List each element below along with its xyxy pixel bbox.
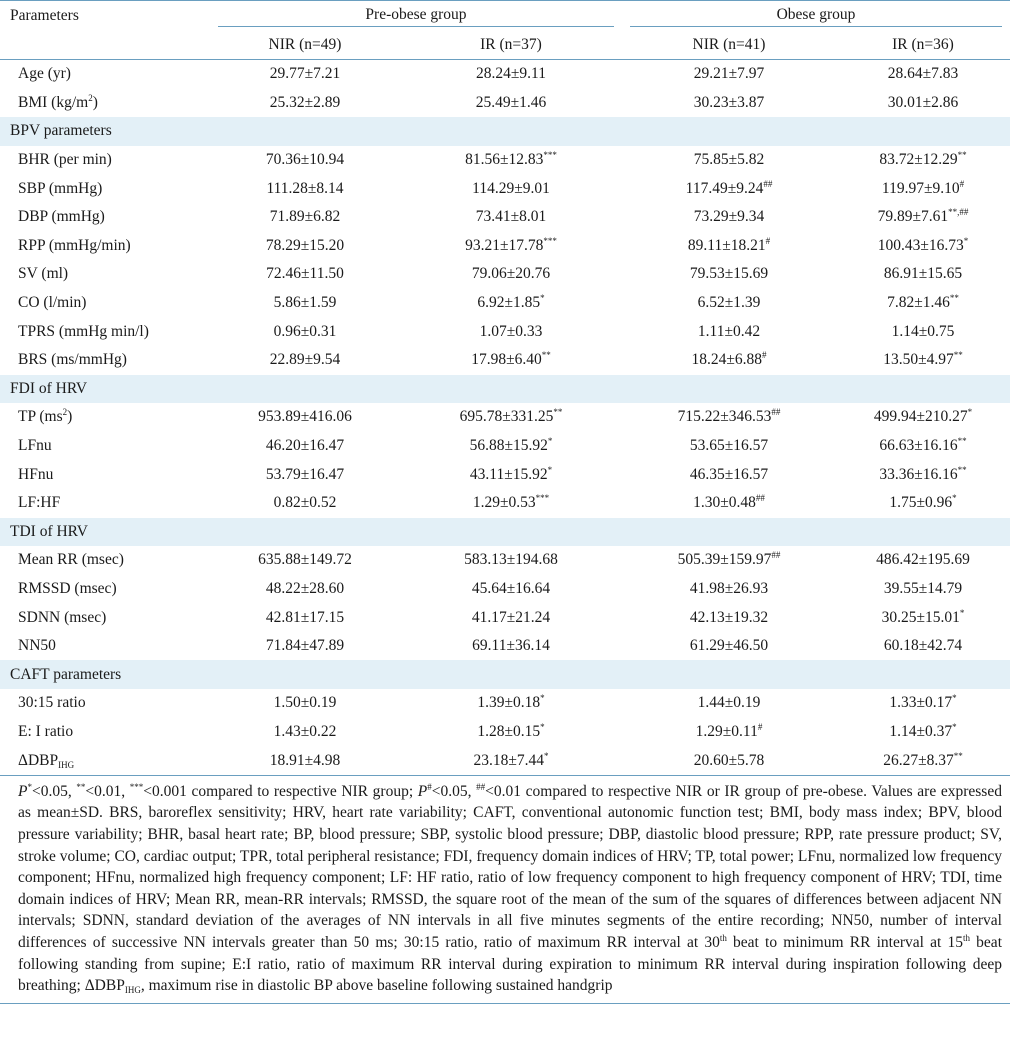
- cell: 79.06±20.76: [471, 265, 551, 283]
- subheader-obese-nir: NIR (n=41): [692, 36, 766, 53]
- table-row: [0, 203, 1010, 232]
- cell: 71.89±6.82: [269, 208, 341, 226]
- header-row-groups: [0, 1, 1010, 32]
- cell: 119.97±9.10#: [881, 178, 965, 197]
- row-label: SBP (mmHg): [18, 179, 103, 197]
- row-label: HFnu: [18, 465, 54, 483]
- cell: 13.50±4.97**: [883, 350, 963, 369]
- table-footnote: [0, 775, 1010, 1004]
- table-row: [0, 89, 1010, 118]
- cell: 75.85±5.82: [693, 151, 765, 169]
- row-label: BHR (per min): [18, 151, 112, 169]
- obese-header: Obese group: [622, 1, 1010, 32]
- table-row: [0, 489, 1010, 518]
- cell: 20.60±5.78: [693, 751, 765, 769]
- parameters-header: Parameters: [10, 7, 79, 24]
- cell: 635.88±149.72: [258, 551, 352, 569]
- cell: 486.42±195.69: [876, 551, 970, 569]
- cell: 1.11±0.42: [697, 322, 761, 340]
- cell: 25.49±1.46: [475, 93, 547, 111]
- row-label: TP $(ms^2)$: [18, 407, 73, 426]
- cell: 89.11±18.21#: [687, 235, 771, 254]
- cell: 79.89±7.61**,##: [877, 207, 969, 226]
- section-row-fdi: [0, 375, 1010, 404]
- table-row: [0, 60, 1010, 89]
- cell: 83.72±12.29**: [879, 150, 967, 169]
- row-label: LF:HF: [18, 494, 61, 512]
- row-label: DBP (mmHg): [18, 208, 105, 226]
- cell: 30.01±2.86: [887, 93, 959, 111]
- cell: 1.28±0.15*: [477, 721, 545, 740]
- cell: 6.52±1.39: [697, 294, 761, 312]
- footnote-text: P*<0.05, **<0.01, ***<0.001 compared to respective NIR group; P#<0.05, ##<0.01 compared to respective NIR or IR group of pre-obese. Values are expressed as mean±SD. BRS, baroreflex sensitivity; HRV, heart rate variability; CAFT, conventional autonomic function test; BMI, body mass index; BPV, blood pressure variability; BHR, basal heart rate; BP, blood pressure; SBP, systolic blood pressure; DBP, diastolic blood pressure; RPP, rate pressure product; SV, stroke volume; CO, cardiac output; TPR, total peripheral resistance; FDI, frequency domain indices of HRV; TP, total power; LFnu, normalized low frequency component; HFnu, normalized high frequency component; LF: HF ratio, ratio of low frequency component to high frequency component of HRV; TDI, time domain indices of HRV; Mean RR, mean-RR intervals; RMSSD, the square root of the mean of the sum of the squares of differences between adjacent NN intervals; SDNN, standard deviation of the averages of NN intervals in all five minutes segments of the entire recording; NN50, number of interval differences of successive NN intervals greater than 50 ms; 30:15 ratio, ratio of maximum RR interval at 30th beat to minimum RR interval at 15th beat following standing from supine; E:I ratio, ratio of maximum RR interval during expiration to minimum RR interval during inspiration following deep breathing; $\Delta DBP_{IHG}$, maximum rise in diastolic BP above baseline following sustained handgrip: [18, 781, 1002, 996]
- section-label: FDI of HRV: [0, 375, 1010, 404]
- cell: 42.13±19.32: [689, 608, 769, 626]
- cell: 46.35±16.57: [689, 465, 769, 483]
- header-row-subgroups: [0, 31, 1010, 60]
- table-row: [0, 289, 1010, 318]
- row-label: $\Delta DBP_{IHG}$: [18, 751, 75, 770]
- cell: 28.24±9.11: [476, 65, 546, 83]
- cell: 1.29±0.53***: [472, 493, 550, 512]
- cell: 1.14±0.75: [891, 322, 955, 340]
- table-row: [0, 146, 1010, 175]
- cell: 117.49±9.24##: [685, 178, 773, 197]
- cell: 53.65±16.57: [689, 437, 769, 455]
- subheader-pre-nir: NIR (n=49): [268, 36, 342, 53]
- table-row: [0, 546, 1010, 575]
- row-label: TPRS (mmHg min/l): [18, 322, 149, 340]
- cell: 715.22±346.53##: [677, 407, 781, 426]
- cell: 23.18±7.44*: [473, 750, 549, 769]
- row-label: E: I ratio: [18, 722, 74, 740]
- cell: 30.23±3.87: [693, 93, 765, 111]
- section-row-caft: [0, 660, 1010, 689]
- cell: 69.11±36.14: [472, 637, 550, 655]
- table-row: [0, 460, 1010, 489]
- cell: 29.77±7.21: [269, 65, 341, 83]
- cell: 7.82±1.46**: [887, 293, 959, 312]
- row-label: RPP (mmHg/min): [18, 236, 131, 254]
- cell: 72.46±11.50: [266, 265, 344, 283]
- section-label: CAFT parameters: [0, 660, 1010, 689]
- section-label: TDI of HRV: [0, 518, 1010, 547]
- cell: 5.86±1.59: [273, 294, 337, 312]
- cell: 56.88±15.92*: [469, 436, 553, 455]
- cell: 73.29±9.34: [693, 208, 765, 226]
- cell: 6.92±1.85*: [477, 293, 545, 312]
- cell: 66.63±16.16**: [879, 436, 967, 455]
- table-row: [0, 403, 1010, 432]
- subheader-pre-ir: IR (n=37): [480, 36, 542, 53]
- cell: 1.30±0.48##: [693, 493, 765, 512]
- table-row: [0, 346, 1010, 375]
- cell: 1.39±0.18*: [477, 693, 545, 712]
- row-label: Mean RR (msec): [18, 551, 124, 569]
- row-label: Age (yr): [18, 65, 71, 83]
- cell: 100.43±16.73*: [877, 235, 969, 254]
- cell: 1.14±0.37*: [889, 721, 957, 740]
- cell: 39.55±14.79: [883, 579, 963, 597]
- row-label: SDNN (msec): [18, 608, 107, 626]
- cell: 26.27±8.37**: [883, 750, 963, 769]
- table-row: [0, 603, 1010, 632]
- row-label: 30:15 ratio: [18, 694, 86, 712]
- cell: 81.56±12.83***: [465, 150, 557, 169]
- section-row-tdi: [0, 518, 1010, 547]
- subheader-obese-ir: IR (n=36): [892, 36, 954, 53]
- cell: 22.89±9.54: [269, 351, 341, 369]
- cell: 48.22±28.60: [265, 579, 345, 597]
- cell: 60.18±42.74: [883, 637, 963, 655]
- row-label: CO (l/min): [18, 294, 87, 312]
- pre-obese-header: Pre-obese group: [210, 1, 622, 32]
- cell: 1.75±0.96*: [889, 493, 957, 512]
- cell: 1.50±0.19: [273, 694, 337, 712]
- cell: 73.41±8.01: [475, 208, 547, 226]
- cell: 25.32±2.89: [269, 93, 341, 111]
- row-label: BRS (ms/mmHg): [18, 351, 127, 369]
- table-row: [0, 260, 1010, 289]
- cell: 30.25±15.01*: [881, 607, 965, 626]
- cell: 505.39±159.97##: [677, 550, 781, 569]
- cell: 583.13±194.68: [464, 551, 558, 569]
- row-label: LFnu: [18, 437, 52, 455]
- cell: 1.44±0.19: [697, 694, 761, 712]
- cell: 45.64±16.64: [471, 579, 551, 597]
- cell: 71.84±47.89: [265, 637, 345, 655]
- table-row: [0, 632, 1010, 661]
- cell: 114.29±9.01: [472, 179, 550, 197]
- cell: 17.98±6.40**: [471, 350, 551, 369]
- table-row: [0, 575, 1010, 604]
- table-row: [0, 432, 1010, 461]
- cell: 43.11±15.92*: [469, 464, 553, 483]
- cell: 46.20±16.47: [265, 437, 345, 455]
- cell: 953.89±416.06: [258, 408, 352, 426]
- cell: 1.33±0.17*: [889, 693, 957, 712]
- cell: 86.91±15.65: [883, 265, 963, 283]
- cell: 78.29±15.20: [265, 236, 345, 254]
- table-row: [0, 718, 1010, 747]
- cell: 0.82±0.52: [273, 494, 337, 512]
- cell: 1.07±0.33: [479, 322, 543, 340]
- cell: 18.24±6.88#: [691, 350, 767, 369]
- cell: 93.21±17.78***: [465, 235, 557, 254]
- table-row: [0, 232, 1010, 261]
- row-label: BMI $(kg/m^2)$: [18, 92, 98, 111]
- cell: 61.29±46.50: [689, 637, 769, 655]
- cell: 29.21±7.97: [693, 65, 765, 83]
- cell: 1.29±0.11#: [695, 721, 763, 740]
- row-label: RMSSD (msec): [18, 579, 117, 597]
- cell: 41.98±26.93: [689, 579, 769, 597]
- row-label: SV (ml): [18, 265, 69, 283]
- cell: 70.36±10.94: [265, 151, 345, 169]
- cell: 42.81±17.15: [265, 608, 345, 626]
- cell: 111.28±8.14: [266, 179, 344, 197]
- cell: 499.94±210.27*: [873, 407, 973, 426]
- table-row: [0, 746, 1010, 775]
- cell: 33.36±16.16**: [879, 464, 967, 483]
- cell: 41.17±21.24: [471, 608, 551, 626]
- cell: 28.64±7.83: [887, 65, 959, 83]
- cell: 695.78±331.25**: [459, 407, 563, 426]
- table-row: [0, 174, 1010, 203]
- cell: 1.43±0.22: [273, 722, 337, 740]
- table-row: [0, 689, 1010, 718]
- section-label: BPV parameters: [0, 117, 1010, 146]
- cell: 18.91±4.98: [269, 751, 341, 769]
- cell: 0.96±0.31: [273, 322, 337, 340]
- cell: 53.79±16.47: [265, 465, 345, 483]
- row-label: NN50: [18, 637, 56, 655]
- table-row: [0, 317, 1010, 346]
- cell: 79.53±15.69: [689, 265, 769, 283]
- section-row-bpv: [0, 117, 1010, 146]
